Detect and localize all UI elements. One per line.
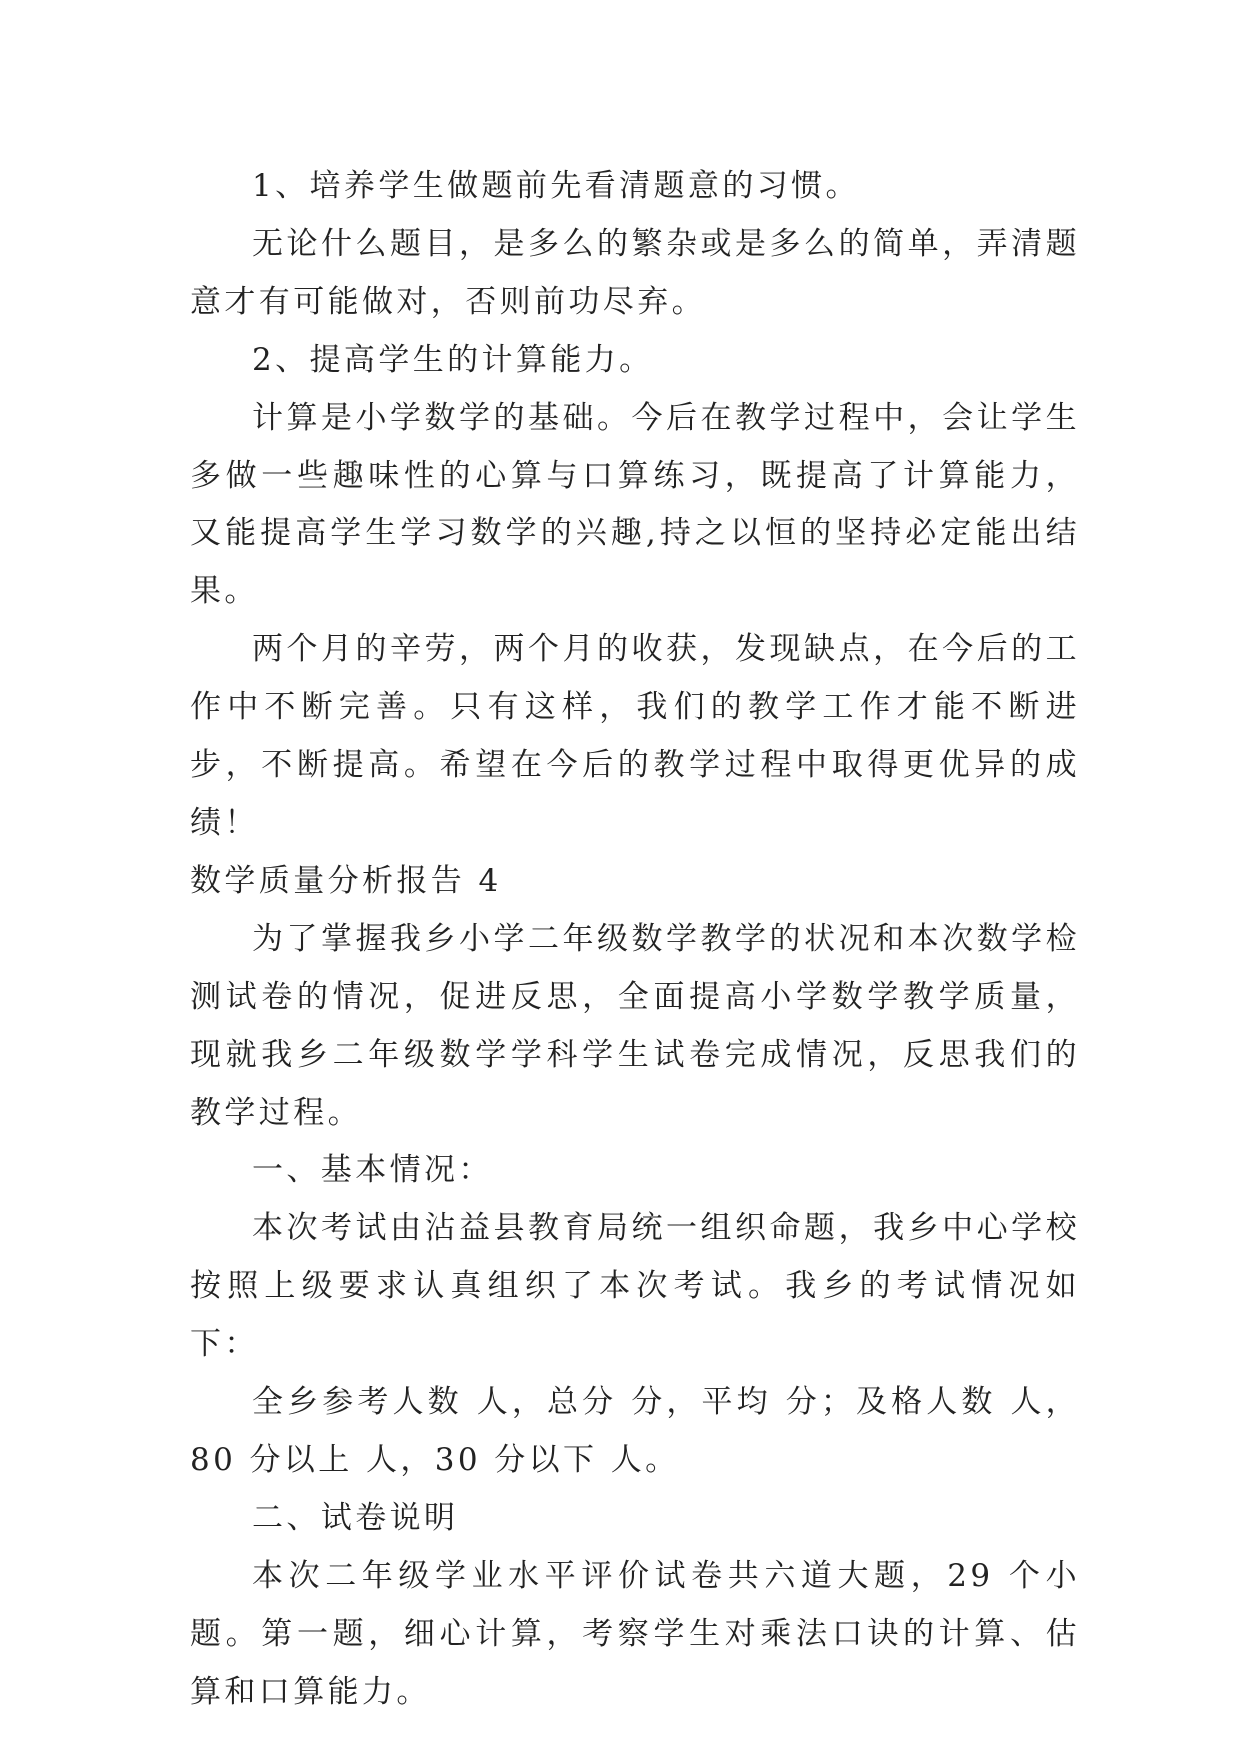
paragraph-exam-stats: 全乡参考人数 人，总分 分，平均 分；及格人数 人，80 分以上 人，30 分以下 人。 [190,1384,1080,1478]
document-body [190,158,1080,1721]
paragraph-exam-org: 本次考试由沾益县教育局统一组织命题，我乡中心学校按照上级要求认真组织了本次考试。我乡的考试情况如下： [190,1210,1080,1363]
report-heading: 数学质量分析报告 4 [190,862,502,899]
paragraph-intro: 为了掌握我乡小学二年级数学教学的状况和本次数学检测试卷的情况，促进反思，全面提高小学数学教学质量，现就我乡二年级数学学科学生试卷完成情况，反思我们的教学过程。 [190,920,1080,1131]
section-paper-heading: 二、试卷说明 [252,1499,459,1536]
paragraph-paper-desc: 本次二年级学业水平评价试卷共六道大题，29 个小题。第一题，细心计算，考察学生对乘法口诀的计算、估算和口算能力。 [190,1557,1080,1710]
paragraph-habit-title: 1、培养学生做题前先看清题意的习惯。 [252,168,860,204]
paragraph-calc-body: 计算是小学数学的基础。今后在教学过程中，会让学生多做一些趣味性的心算与口算练习，既提高了计算能力，又能提高学生学习数学的兴趣,持之以恒的坚持必定能出结果。 [190,399,1080,610]
paragraph-summary: 两个月的辛劳，两个月的收获，发现缺点，在今后的工作中不断完善。只有这样，我们的教学工作才能不断进步，不断提高。希望在今后的教学过程中取得更优异的成绩！ [190,631,1080,841]
paragraph-habit-body: 无论什么题目，是多么的繁杂或是多么的简单，弄清题意才有可能做对，否则前功尽弃。 [190,225,1080,320]
paragraph-calc-title: 2、提高学生的计算能力。 [252,341,654,378]
section-basic-heading: 一、基本情况： [252,1152,493,1189]
